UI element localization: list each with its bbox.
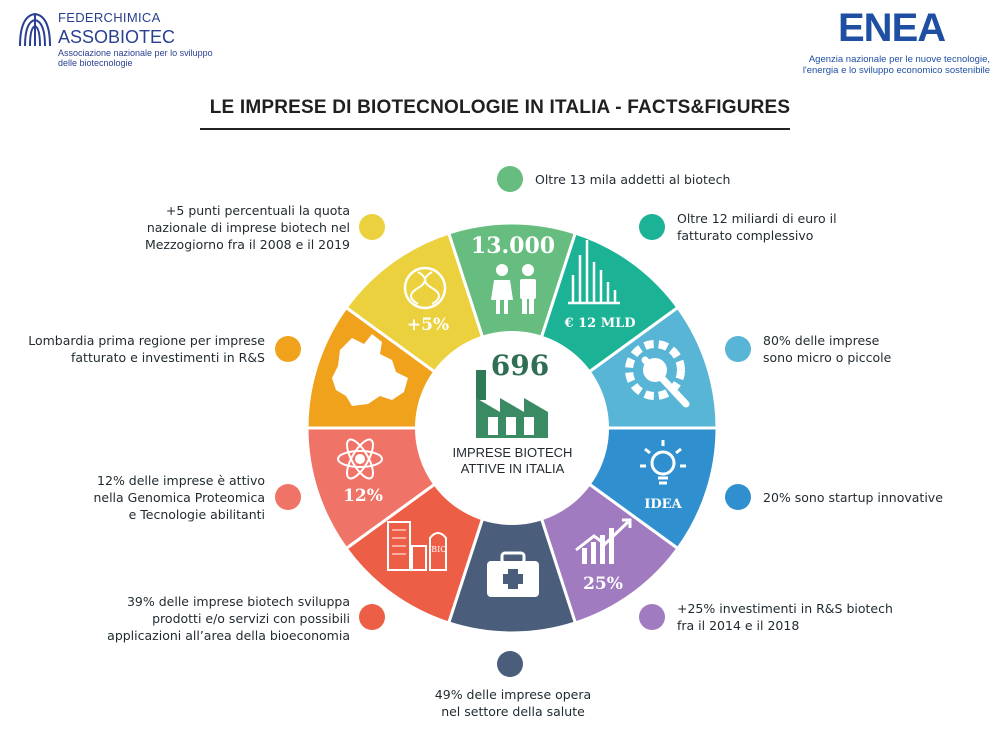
- fact-mezzogiorno-line: nazionale di imprese biotech nel: [146, 220, 350, 235]
- fact-mezzogiorno-line: Mezzogiorno fra il 2008 e il 2019: [144, 237, 350, 252]
- page-title: LE IMPRESE DI BIOTECNOLOGIE IN ITALIA - FACTS&FIGURES: [209, 97, 791, 118]
- center-number: 696: [490, 349, 550, 382]
- fact-bioeconomia-line: prodotti e/o servizi con possibili: [152, 611, 350, 626]
- fact-bioeconomia-line: applicazioni all’area della bioeconomia: [107, 628, 350, 643]
- segment-investimenti-label: 25%: [583, 574, 623, 594]
- dot-mezzogiorno: [359, 214, 385, 240]
- fact-fatturato: [677, 210, 837, 244]
- fact-lombardia-line: Lombardia prima regione per imprese: [28, 333, 265, 348]
- fact-investimenti-line: +25% investimenti in R&S biotech: [677, 601, 893, 616]
- segment-addetti-label: 13.000: [470, 233, 556, 259]
- fact-addetti: Oltre 13 mila addetti al biotech: [535, 172, 731, 187]
- dot-lombardia: [275, 336, 301, 362]
- fact-investimenti-line: fra il 2014 e il 2018: [677, 618, 800, 633]
- dot-startup: [725, 484, 751, 510]
- assobiotec-subtitle: Associazione nazionale per lo sviluppo delle biotecnologie: [58, 48, 213, 68]
- dot-bioeconomia: [359, 604, 385, 630]
- segment-fatturato-label: € 12 MLD: [564, 316, 636, 331]
- fact-salute-line: 49% delle imprese opera: [434, 687, 592, 702]
- dot-salute: [497, 651, 523, 677]
- federchimica-label: FEDERCHIMICA: [58, 10, 161, 25]
- fact-bioeconomia-line: 39% delle imprese biotech sviluppa: [126, 594, 350, 609]
- fact-genomica-line: nella Genomica Proteomica: [93, 490, 265, 505]
- fact-lombardia-line: fatturato e investimenti in R&S: [70, 350, 265, 365]
- fact-genomica-line: 12% delle imprese è attivo: [97, 473, 265, 488]
- fact-fatturato-line: fatturato complessivo: [677, 228, 814, 243]
- fact-bioeconomia: [55, 593, 350, 644]
- fact-micro: [763, 332, 891, 366]
- center-label: IMPRESE BIOTECH ATTIVE IN ITALIA: [452, 445, 573, 476]
- segment-mezzogiorno-label: +5%: [406, 315, 450, 335]
- dot-investimenti: [639, 604, 665, 630]
- fact-micro-line: 80% delle imprese: [763, 333, 880, 348]
- dot-fatturato: [639, 214, 665, 240]
- dot-micro: [725, 336, 751, 362]
- fact-mezzogiorno-line: +5 punti percentuali la quota: [165, 203, 350, 218]
- fact-salute-line: nel settore della salute: [441, 704, 585, 719]
- fact-investimenti: [677, 600, 893, 634]
- segment-startup-label: IDEA: [644, 497, 682, 512]
- enea-logo: ENEA: [838, 6, 946, 50]
- fact-salute: [380, 686, 646, 720]
- fact-genomica: [40, 472, 265, 523]
- fact-startup: 20% sono startup innovative: [763, 490, 943, 505]
- dot-genomica: [275, 484, 301, 510]
- fact-lombardia: [2, 332, 265, 366]
- fact-micro-line: sono micro o piccole: [763, 350, 892, 365]
- fact-mezzogiorno: [90, 202, 350, 253]
- segment-bio-label: BIO: [431, 545, 447, 554]
- enea-subtitle: Agenzia nazionale per le nuove tecnologie, l'energia e lo sviluppo economico sostenibile: [802, 54, 990, 76]
- assobiotec-label: ASSOBIOTEC: [58, 27, 176, 47]
- segment-genomica-label: 12%: [343, 486, 383, 506]
- fact-genomica-line: e Tecnologie abilitanti: [128, 507, 265, 522]
- fact-fatturato-line: Oltre 12 miliardi di euro il: [677, 211, 837, 226]
- dot-addetti: [497, 166, 523, 192]
